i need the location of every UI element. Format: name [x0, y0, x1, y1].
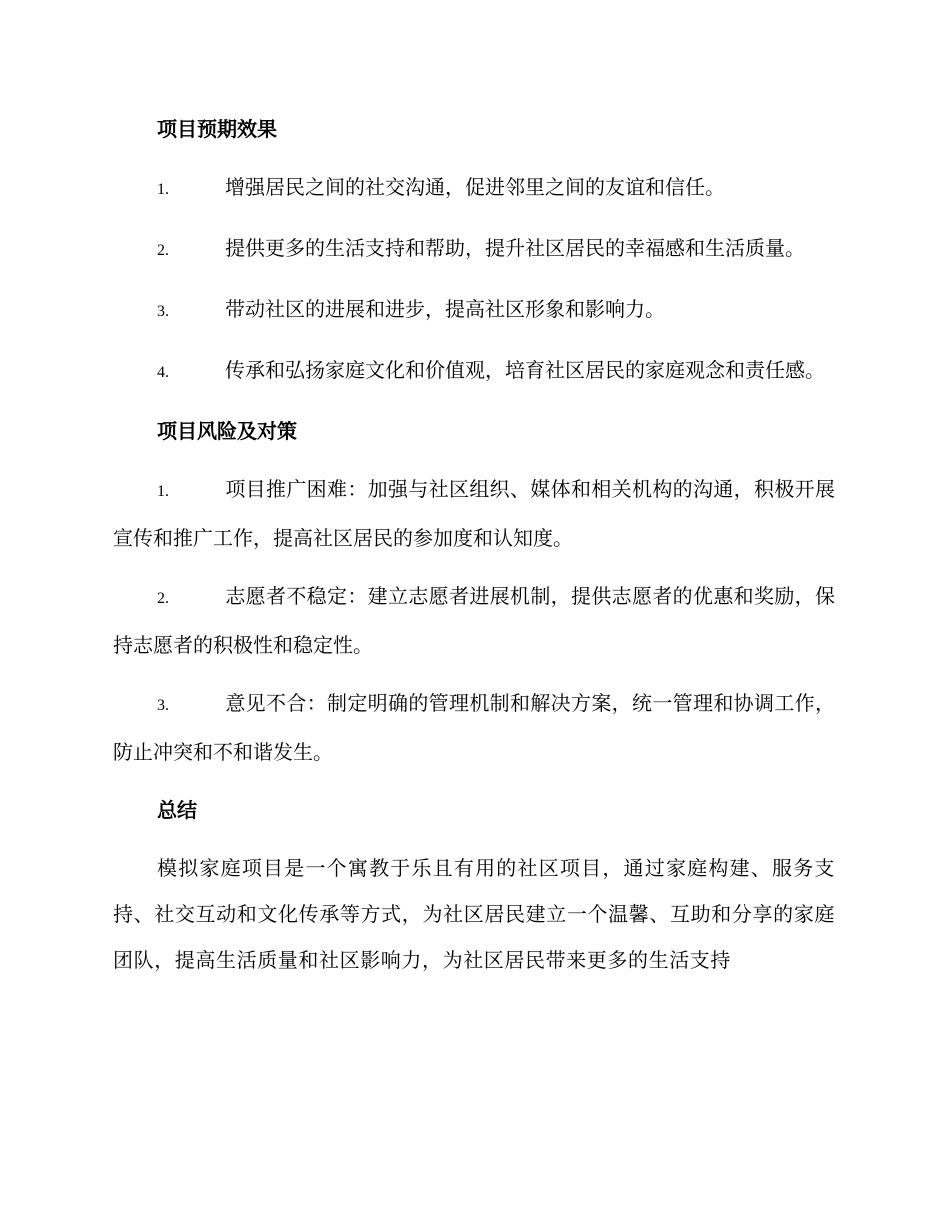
list-item — [113, 286, 835, 335]
document-content — [113, 106, 835, 983]
list-item-text: 项目推广困难：加强与社区组织、媒体和相关机构的沟通，积极开展宣传和推广工作，提高社区居民的参加度和认知度。 — [113, 477, 835, 550]
section-heading-summary: 总结 — [157, 798, 197, 822]
list-item-text: 增强居民之间的社交沟通，促进邻里之间的友谊和信任。 — [225, 175, 725, 199]
section-heading-expected-effects: 项目预期效果 — [157, 117, 277, 141]
list-item — [113, 466, 835, 561]
list-item-number: 2. — [157, 242, 169, 259]
list-item-number: 1. — [157, 483, 169, 500]
list-item-number: 3. — [157, 697, 169, 714]
list-item — [113, 680, 835, 775]
list-item-text: 带动社区的进展和进步，提高社区形象和影响力。 — [225, 297, 665, 321]
list-item-text: 提供更多的生活支持和帮助，提升社区居民的幸福感和生活质量。 — [225, 236, 805, 260]
list-item-text: 传承和弘扬家庭文化和价值观，培育社区居民的家庭观念和责任感。 — [225, 358, 825, 382]
list-item-number: 1. — [157, 181, 169, 198]
list-item-number: 4. — [157, 364, 169, 381]
list-item — [113, 225, 835, 274]
summary-paragraph: 模拟家庭项目是一个寓教于乐且有用的社区项目，通过家庭构建、服务支持、社交互动和文化传承等方式，为社区居民建立一个温馨、互助和分享的家庭团队，提高生活质量和社区影响力，为社区居民带来更多的生活支持 — [113, 856, 835, 972]
list-item — [113, 573, 835, 668]
list-item — [113, 347, 835, 396]
list-item-text: 志愿者不稳定：建立志愿者进展机制，提供志愿者的优惠和奖励，保持志愿者的积极性和稳定性。 — [113, 584, 835, 657]
list-item-text: 意见不合：制定明确的管理机制和解决方案，统一管理和协调工作，防止冲突和不和谐发生。 — [113, 691, 835, 764]
list-item — [113, 164, 835, 213]
list-item-number: 3. — [157, 303, 169, 320]
section-heading-risks-countermeasures: 项目风险及对策 — [157, 419, 297, 443]
list-item-number: 2. — [157, 590, 169, 607]
